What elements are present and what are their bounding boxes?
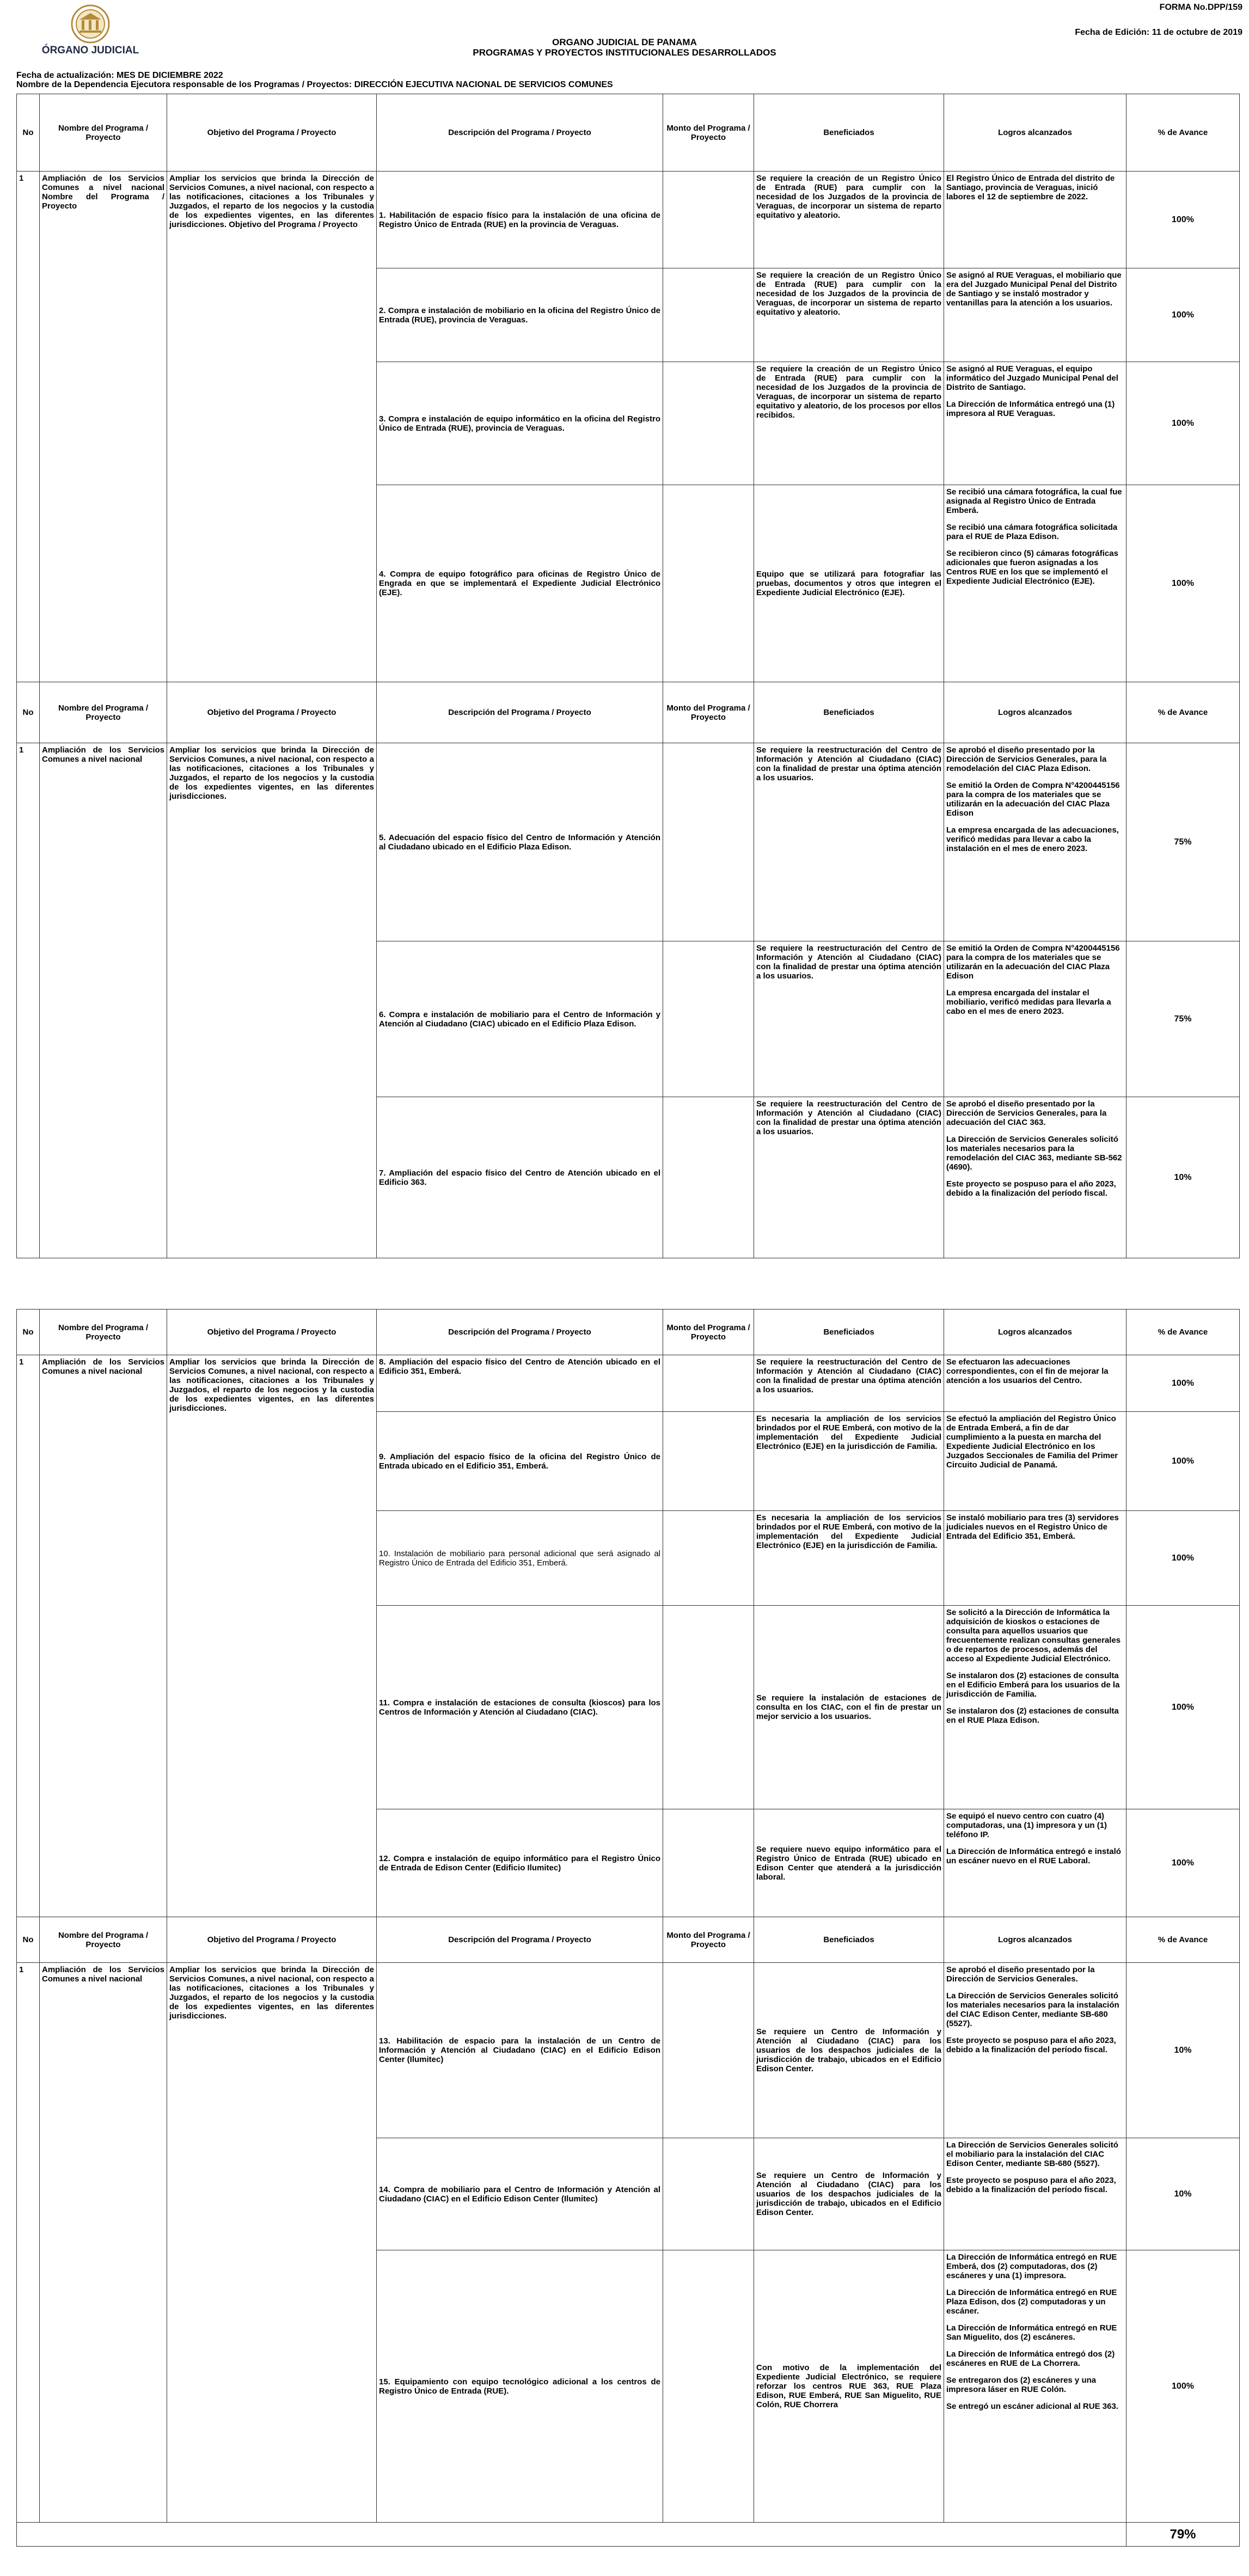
col-description: Descripción del Programa / Proyecto — [377, 1310, 663, 1355]
project-description: 8. Ampliación del espacio físico del Centro de Atención ubicado en el Edificio 351, Emberá. — [377, 1355, 663, 1412]
executing-unit: Nombre de la Dependencia Ejecutora responsable de los Programas / Proyectos: DIRECCIÓN EJECUTIVA NACIONAL DE SERVICIOS COMUNES — [16, 80, 613, 89]
col-beneficiaries: Beneficiados — [754, 682, 944, 743]
achievement-item: Se instalaron dos (2) estaciones de consulta en el RUE Plaza Edison. — [946, 1706, 1119, 1725]
col-beneficiaries: Beneficiados — [754, 1917, 944, 1963]
project-amount — [663, 1511, 754, 1606]
project-progress: 10% — [1126, 2138, 1240, 2250]
col-beneficiaries: Beneficiados — [754, 1310, 944, 1355]
achievement-item: Se aprobó el diseño presentado por la Dirección de Servicios Generales. — [946, 1965, 1095, 1984]
project-amount — [663, 1606, 754, 1809]
col-description: Descripción del Programa / Proyecto — [377, 94, 663, 172]
col-achievements: Logros alcanzados — [944, 1310, 1126, 1355]
achievement-item: La Dirección de Servicios Generales solicitó el mobiliario para la instalación del CIAC Edison Center, mediante SB-680 (5527). — [946, 2140, 1118, 2168]
project-description: 3. Compra e instalación de equipo informático en la oficina del Registro Único de Entrada (RUE), provincia de Veraguas. — [377, 362, 663, 485]
project-beneficiaries: Se requiere la reestructuración del Centro de Información y Atención al Ciudadano (CIAC) con la finalidad de prestar una óptima atención a los usuarios. — [754, 941, 944, 1097]
project-amount — [663, 1097, 754, 1258]
project-description: 14. Compra de mobiliario para el Centro de Información y Atención al Ciudadano (CIAC) en el Edificio Edison Center (Ilumitec) — [377, 2138, 663, 2250]
project-beneficiaries: Es necesaria la ampliación de los servicios brindados por el RUE Emberá, con motivo de la implementación del Expediente Judicial Electrónico (EJE) en la jurisdicción de Familia. — [754, 1511, 944, 1606]
achievement-item: La Dirección de Informática entregó en RUE Emberá, dos (2) computadoras, dos (2) escáneres y una (1) impresora. — [946, 2253, 1117, 2280]
project-description: 7. Ampliación del espacio físico del Centro de Atención ubicado en el Edificio 363. — [377, 1097, 663, 1258]
col-amount: Monto del Programa / Proyecto — [663, 682, 754, 743]
document-meta — [16, 71, 613, 89]
project-amount — [663, 1355, 754, 1412]
col-no: No — [17, 1917, 40, 1963]
col-objective: Objetivo del Programa / Proyecto — [167, 1310, 377, 1355]
project-beneficiaries: Se requiere la instalación de estaciones de consulta en los CIAC, con el fin de prestar un mejor servicio a los usuarios. — [754, 1606, 944, 1809]
project-beneficiaries: Con motivo de la implementación del Expediente Judicial Electrónico, se requiere reforzar los centros RUE 363, RUE Plaza Edison, RUE Emberá, RUE San Miguelito, RUE Colón, RUE Chorrera — [754, 2250, 944, 2523]
project-progress: 100% — [1126, 172, 1240, 268]
achievement-item: La empresa encargada del instalar el mobiliario, verificó medidas para llevarla a cabo en el mes de enero 2023. — [946, 988, 1111, 1016]
row-no: 1 — [17, 743, 40, 1258]
project-achievements — [944, 1412, 1126, 1511]
project-beneficiaries: Se requiere la creación de un Registro Único de Entrada (RUE) para cumplir con la necesidad de los Juzgados de la provincia de Veraguas, de incorporar un sistema de reparto equitativo y aleatorio, de los procesos por ellos recibidos. — [754, 362, 944, 485]
project-achievements — [944, 362, 1126, 485]
project-progress: 100% — [1126, 362, 1240, 485]
project-progress: 100% — [1126, 1355, 1240, 1412]
svg-text:ÓRGANO JUDICIAL: ÓRGANO JUDICIAL — [41, 45, 139, 56]
achievement-item: Se solicitó a la Dirección de Informática la adquisición de kioskos o estaciones de consulta para aquellos usuarios que frecuentemente realizan consultas generales o de repartos de procesos, además del acceso al Expediente Judicial Electrónico. — [946, 1608, 1121, 1663]
project-beneficiaries: Se requiere la creación de un Registro Único de Entrada (RUE) para cumplir con la necesidad de los Juzgados de la provincia de Veraguas, de incorporar un sistema de reparto equitativo y aleatorio. — [754, 172, 944, 268]
achievement-item: La empresa encargada de las adecuaciones, verificó medidas para llevar a cabo la instalación en el mes de enero 2023. — [946, 825, 1119, 853]
col-no: No — [17, 682, 40, 743]
col-achievements: Logros alcanzados — [944, 682, 1126, 743]
project-achievements — [944, 1355, 1126, 1412]
col-progress: % de Avance — [1126, 94, 1240, 172]
project-description: 15. Equipamiento con equipo tecnológico adicional a los centros de Registro Único de Entrada (RUE). — [377, 2250, 663, 2523]
project-achievements — [944, 268, 1126, 362]
org-title: ORGANO JUDICIAL DE PANAMA — [552, 37, 697, 47]
achievement-item: La Dirección de Servicios Generales solicitó los materiales necesarios para la remodelación del CIAC 363, mediante SB-562 (4690). — [946, 1135, 1122, 1172]
project-amount — [663, 2138, 754, 2250]
achievement-item: Se emitió la Orden de Compra N°4200445156 para la compra de los materiales que se utilizarán en la adecuación del CIAC Plaza Edison — [946, 944, 1120, 981]
document-titles — [0, 37, 1249, 58]
form-number: FORMA No.DPP/159 — [1159, 3, 1242, 12]
achievement-item: La Dirección de Informática entregó en RUE San Miguelito, dos (2) escáneres. — [946, 2323, 1117, 2342]
achievement-item: Se aprobó el diseño presentado por la Dirección de Servicios Generales, para la remodelación del CIAC Plaza Edison. — [946, 745, 1107, 773]
total-row — [17, 2523, 1240, 2547]
achievement-item: Se equipó el nuevo centro con cuatro (4) computadoras, una (1) impresora y un (1) teléfono IP. — [946, 1812, 1107, 1839]
program-objective: Ampliar los servicios que brinda la Dirección de Servicios Comunes, a nivel nacional, con respecto a las notificaciones, citaciones a los Tribunales y Juzgados, el reparto de los negocios y la custodia de los expedientes vigentes, en las diferentes jurisdicciones. Objetivo del Programa / Proyecto — [167, 172, 377, 682]
programs-table-page-2 — [16, 1309, 1240, 2547]
project-achievements — [944, 1097, 1126, 1258]
achievement-item: Se aprobó el diseño presentado por la Dirección de Servicios Generales, para la adecuación del CIAC 363. — [946, 1099, 1107, 1127]
project-achievements — [944, 743, 1126, 941]
organo-judicial-logo — [41, 3, 139, 69]
table-header-row — [17, 682, 1240, 743]
project-description: 5. Adecuación del espacio físico del Centro de Información y Atención al Ciudadano ubicado en el Edificio Plaza Edison. — [377, 743, 663, 941]
project-achievements — [944, 2138, 1126, 2250]
project-amount — [663, 1963, 754, 2138]
project-amount — [663, 268, 754, 362]
project-amount — [663, 172, 754, 268]
achievement-item: La Dirección de Informática entregó una (1) impresora al RUE Veraguas. — [946, 400, 1115, 418]
col-amount: Monto del Programa / Proyecto — [663, 1310, 754, 1355]
project-beneficiaries: Se requiere la reestructuración del Centro de Información y Atención al Ciudadano (CIAC) con la finalidad de prestar una óptima atención a los usuarios. — [754, 1097, 944, 1258]
col-objective: Objetivo del Programa / Proyecto — [167, 682, 377, 743]
project-description: 11. Compra e instalación de estaciones de consulta (kioscos) para los Centros de Información y Atención al Ciudadano (CIAC). — [377, 1606, 663, 1809]
col-name: Nombre del Programa / Proyecto — [40, 1917, 167, 1963]
project-progress: 100% — [1126, 1412, 1240, 1511]
project-amount — [663, 743, 754, 941]
table-row — [17, 1963, 1240, 2138]
edition-date: Fecha de Edición: 11 de octubre de 2019 — [1075, 28, 1242, 37]
project-progress: 100% — [1126, 1606, 1240, 1809]
row-no: 1 — [17, 1963, 40, 2523]
achievement-item: Este proyecto se pospuso para el año 2023, debido a la finalización del período fiscal. — [946, 2176, 1116, 2194]
col-amount: Monto del Programa / Proyecto — [663, 1917, 754, 1963]
col-objective: Objetivo del Programa / Proyecto — [167, 94, 377, 172]
project-description: 12. Compra e instalación de equipo informático para el Registro Único de Entrada de Edison Center (Edificio Ilumitec) — [377, 1809, 663, 1917]
program-name: Ampliación de los Servicios Comunes a nivel nacional — [40, 1355, 167, 1917]
project-beneficiaries: Se requiere la creación de un Registro Único de Entrada (RUE) para cumplir con la necesidad de los Juzgados de la provincia de Veraguas, de incorporar un sistema de reparto equitativo y aleatorio. — [754, 268, 944, 362]
project-beneficiaries: Es necesaria la ampliación de los servicios brindados por el RUE Emberá, con motivo de la implementación del Expediente Judicial Electrónico (EJE) en la jurisdicción de Familia. — [754, 1412, 944, 1511]
update-date: Fecha de actualización: MES DE DICIEMBRE 2022 — [16, 71, 223, 80]
achievement-item: Se instalaron dos (2) estaciones de consulta en el Edificio Emberá para los usuarios de la jurisdicción de Familia. — [946, 1671, 1120, 1699]
project-beneficiaries: Se requiere nuevo equipo informático para el Registro Único de Entrada (RUE) ubicado en Edison Center que atenderá a la jurisdicción laboral. — [754, 1809, 944, 1917]
total-progress: 79% — [1126, 2523, 1240, 2547]
project-description: 13. Habilitación de espacio para la instalación de un Centro de Información y Atención al Ciudadano (CIAC) en el Edificio Edison Center (Ilumitec) — [377, 1963, 663, 2138]
achievement-item: Se recibió una cámara fotográfica solicitada para el RUE de Plaza Edison. — [946, 523, 1118, 541]
programs-table-page-1 — [16, 94, 1240, 1258]
table-header-row — [17, 1917, 1240, 1963]
project-amount — [663, 1809, 754, 1917]
project-beneficiaries: Se requiere un Centro de Información y Atención al Ciudadano (CIAC) para los usuarios de los despachos judiciales de la jurisdicción de trabajo, ubicados en el Edificio Edison Center. — [754, 1963, 944, 2138]
col-achievements: Logros alcanzados — [944, 1917, 1126, 1963]
achievement-item: Se entregaron dos (2) escáneres y una impresora láser en RUE Colón. — [946, 2376, 1097, 2394]
project-achievements — [944, 1809, 1126, 1917]
doc-subtitle: PROGRAMAS Y PROYECTOS INSTITUCIONALES DESARROLLADOS — [473, 47, 776, 58]
project-description: 10. Instalación de mobiliario para personal adicional que será asignado al Registro Único de Entrada del Edificio 351, Emberá. — [377, 1511, 663, 1606]
program-name: Ampliación de los Servicios Comunes a nivel nacional Nombre del Programa / Proyecto — [40, 172, 167, 682]
project-achievements — [944, 1511, 1126, 1606]
project-beneficiaries: Se requiere la reestructuración del Centro de Información y Atención al Ciudadano (CIAC) con la finalidad de prestar una óptima atención a los usuarios. — [754, 743, 944, 941]
project-achievements — [944, 1606, 1126, 1809]
col-no: No — [17, 1310, 40, 1355]
achievement-item: Se recibieron cinco (5) cámaras fotográficas adicionales que fueron asignadas a los Centros RUE en los que se implementó el Expediente Judicial Electrónico (EJE). — [946, 549, 1118, 586]
achievement-item: La Dirección de Informática entregó dos (2) escáneres en RUE de La Chorrera. — [946, 2349, 1115, 2368]
achievement-item: Se emitió la Orden de Compra N°4200445156 para la compra de los materiales que se utilizarán en la adecuación del CIAC Plaza Edison — [946, 781, 1120, 818]
col-no: No — [17, 94, 40, 172]
table-header-row — [17, 1310, 1240, 1355]
project-description: 2. Compra e instalación de mobiliario en la oficina del Registro Único de Entrada (RUE), provincia de Veraguas. — [377, 268, 663, 362]
project-description: 6. Compra e instalación de mobiliario para el Centro de Información y Atención al Ciudadano (CIAC) ubicado en el Edificio Plaza Edison. — [377, 941, 663, 1097]
col-beneficiaries: Beneficiados — [754, 94, 944, 172]
project-amount — [663, 2250, 754, 2523]
achievement-item: Este proyecto se pospuso para el año 2023, debido a la finalización del período fiscal. — [946, 2036, 1116, 2054]
program-objective: Ampliar los servicios que brinda la Dirección de Servicios Comunes, a nivel nacional, con respecto a las notificaciones, citaciones a los Tribunales y Juzgados, el reparto de los negocios y la custodia de los expedientes vigentes, en las diferentes jurisdicciones. — [167, 1963, 377, 2523]
col-achievements: Logros alcanzados — [944, 94, 1126, 172]
project-progress: 100% — [1126, 2250, 1240, 2523]
project-amount — [663, 362, 754, 485]
project-progress: 10% — [1126, 1097, 1240, 1258]
program-name: Ampliación de los Servicios Comunes a nivel nacional — [40, 1963, 167, 2523]
table-row — [17, 172, 1240, 268]
achievement-item: El Registro Único de Entrada del distrito de Santiago, provincia de Veraguas, inició labores el 12 de septiembre de 2022. — [946, 174, 1115, 201]
project-achievements — [944, 485, 1126, 682]
achievement-item: Se entregó un escáner adicional al RUE 363. — [946, 2402, 1118, 2411]
project-achievements — [944, 2250, 1126, 2523]
project-description: 4. Compra de equipo fotográfico para oficinas de Registro Único de Engrada en que se implementará el Expediente Judicial Electrónico (EJE). — [377, 485, 663, 682]
col-progress: % de Avance — [1126, 682, 1240, 743]
col-progress: % de Avance — [1126, 1917, 1240, 1963]
col-name: Nombre del Programa / Proyecto — [40, 1310, 167, 1355]
col-progress: % de Avance — [1126, 1310, 1240, 1355]
table-row — [17, 1355, 1240, 1412]
achievement-item: Se asignó al RUE Veraguas, el mobiliario que era del Juzgado Municipal Penal del Distrito de Santiago y se instaló mostrador y ventanillas para la atención a los usuarios. — [946, 271, 1122, 308]
achievement-item: La Dirección de Informática entregó e instaló un escáner nuevo en el RUE Laboral. — [946, 1847, 1121, 1865]
project-progress: 100% — [1126, 485, 1240, 682]
project-achievements — [944, 172, 1126, 268]
col-amount: Monto del Programa / Proyecto — [663, 94, 754, 172]
col-objective: Objetivo del Programa / Proyecto — [167, 1917, 377, 1963]
project-description: 1. Habilitación de espacio físico para la instalación de una oficina de Registro Único de Entrada (RUE) en la provincia de Veraguas. — [377, 172, 663, 268]
project-achievements — [944, 941, 1126, 1097]
achievement-item: Este proyecto se pospuso para el año 2023, debido a la finalización del período fiscal. — [946, 1179, 1116, 1198]
program-objective: Ampliar los servicios que brinda la Dirección de Servicios Comunes, a nivel nacional, con respecto a las notificaciones, citaciones a los Tribunales y Juzgados, el reparto de los negocios y la custodia de los expedientes vigentes, en las diferentes jurisdicciones. — [167, 743, 377, 1258]
project-description: 9. Ampliación del espacio físico de la oficina del Registro Único de Entrada ubicado en el Edificio 351, Emberá. — [377, 1412, 663, 1511]
col-description: Descripción del Programa / Proyecto — [377, 1917, 663, 1963]
project-progress: 10% — [1126, 1963, 1240, 2138]
achievement-item: La Dirección de Informática entregó en RUE Plaza Edison, dos (2) computadoras y un escáner. — [946, 2288, 1117, 2316]
achievement-item: Se asignó al RUE Veraguas, el equipo informático del Juzgado Municipal Penal del Distrito de Santiago. — [946, 364, 1118, 392]
achievement-item: La Dirección de Servicios Generales solicitó los materiales necesarios para la instalación del CIAC Edison Center, mediante SB-680 (5527). — [946, 1991, 1119, 2028]
achievement-item: Se recibió una cámara fotográfica, la cual fue asignada al Registro Único de Entrada Emberá. — [946, 487, 1122, 515]
program-objective: Ampliar los servicios que brinda la Dirección de Servicios Comunes, a nivel nacional, con respecto a las notificaciones, citaciones a los Tribunales y Juzgados, el reparto de los negocios y la custodia de los expedientes vigentes, en las diferentes jurisdicciones. — [167, 1355, 377, 1917]
col-name: Nombre del Programa / Proyecto — [40, 682, 167, 743]
project-beneficiaries: Se requiere la reestructuración del Centro de Información y Atención al Ciudadano (CIAC) con la finalidad de prestar una óptima atención a los usuarios. — [754, 1355, 944, 1412]
total-spacer — [17, 2523, 1126, 2547]
project-progress: 75% — [1126, 743, 1240, 941]
project-achievements — [944, 1963, 1126, 2138]
project-progress: 100% — [1126, 1511, 1240, 1606]
form-info — [1075, 2, 1242, 38]
program-name: Ampliación de los Servicios Comunes a nivel nacional — [40, 743, 167, 1258]
table-header-row — [17, 94, 1240, 172]
row-no: 1 — [17, 1355, 40, 1917]
project-progress: 100% — [1126, 268, 1240, 362]
achievement-item: Se instaló mobiliario para tres (3) servidores judiciales nuevos en el Registro Único de Entrada del Edificio 351, Emberá. — [946, 1513, 1119, 1541]
project-amount — [663, 485, 754, 682]
row-no: 1 — [17, 172, 40, 682]
col-description: Descripción del Programa / Proyecto — [377, 682, 663, 743]
project-progress: 75% — [1126, 941, 1240, 1097]
achievement-item: Se efectuaron las adecuaciones correspondientes, con el fin de mejorar la atención a los usuarios del Centro. — [946, 1357, 1109, 1385]
achievement-item: Se efectuó la ampliación del Registro Único de Entrada Emberá, a fin de dar cumplimiento a la puesta en marcha del Expediente Judicial Electrónico en los Juzgados Seccionales de Familia del Primer Circuito Judicial de Panamá. — [946, 1414, 1118, 1470]
document-header — [0, 0, 1249, 89]
project-amount — [663, 1412, 754, 1511]
project-amount — [663, 941, 754, 1097]
table-row — [17, 743, 1240, 941]
project-beneficiaries: Se requiere un Centro de Información y Atención al Ciudadano (CIAC) para los usuarios de los despachos judiciales de la jurisdicción de trabajo, ubicados en el Edificio Edison Center. — [754, 2138, 944, 2250]
project-progress: 100% — [1126, 1809, 1240, 1917]
project-beneficiaries: Equipo que se utilizará para fotografiar las pruebas, documentos y otros que integren el Expediente Judicial Electrónico (EJE). — [754, 485, 944, 682]
col-name: Nombre del Programa / Proyecto — [40, 94, 167, 172]
